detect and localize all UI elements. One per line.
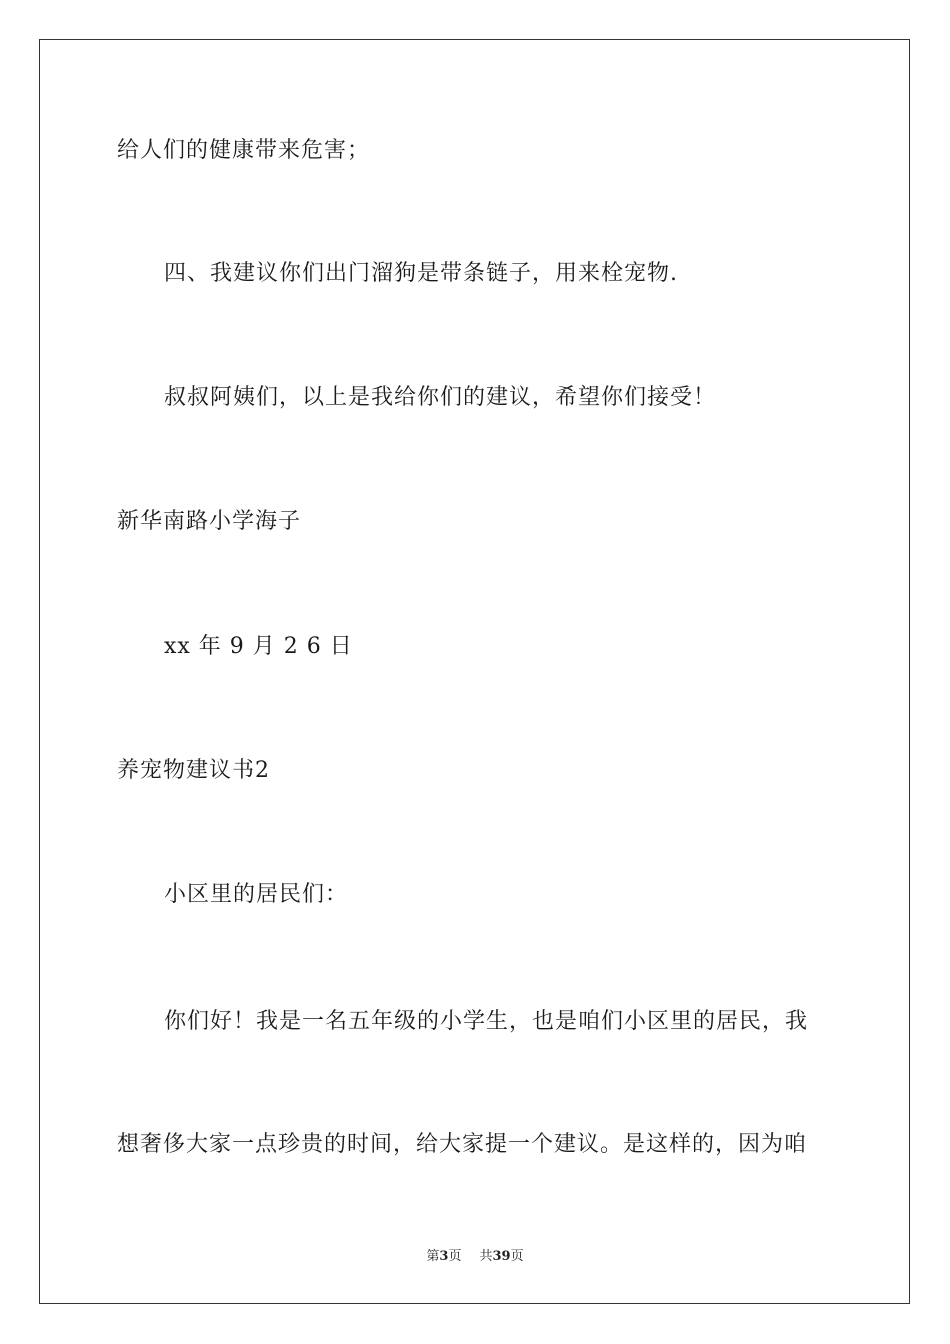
body-line-2: 四、我建议你们出门溜狗是带条链子，用来栓宠物. xyxy=(164,261,678,286)
body-line-1: 给人们的健康带来危害； xyxy=(117,138,371,163)
salutation-line: 小区里的居民们： xyxy=(164,882,349,907)
body-line-4: 你们好！我是一名五年级的小学生，也是咱们小区里的居民，我 xyxy=(164,1009,809,1034)
page-frame xyxy=(39,39,910,1304)
footer-total-pages: 39 xyxy=(492,1249,511,1264)
footer-total-suffix: 页 xyxy=(510,1249,524,1264)
page-footer xyxy=(0,1248,950,1266)
body-line-5: 想奢侈大家一点珍贵的时间，给大家提一个建议。是这样的，因为咱 xyxy=(117,1132,808,1157)
footer-page-prefix: 第 xyxy=(426,1249,440,1264)
footer-page-number: 3 xyxy=(439,1249,449,1264)
footer-page-suffix: 页 xyxy=(448,1249,462,1264)
signature-line: 新华南路小学海子 xyxy=(117,509,302,534)
section-title: 养宠物建议书2 xyxy=(117,758,270,783)
body-line-3: 叔叔阿姨们，以上是我给你们的建议，希望你们接受！ xyxy=(164,385,717,410)
footer-total-prefix: 共 xyxy=(479,1249,493,1264)
date-line: xx 年 9 月 2 6 日 xyxy=(164,634,353,659)
